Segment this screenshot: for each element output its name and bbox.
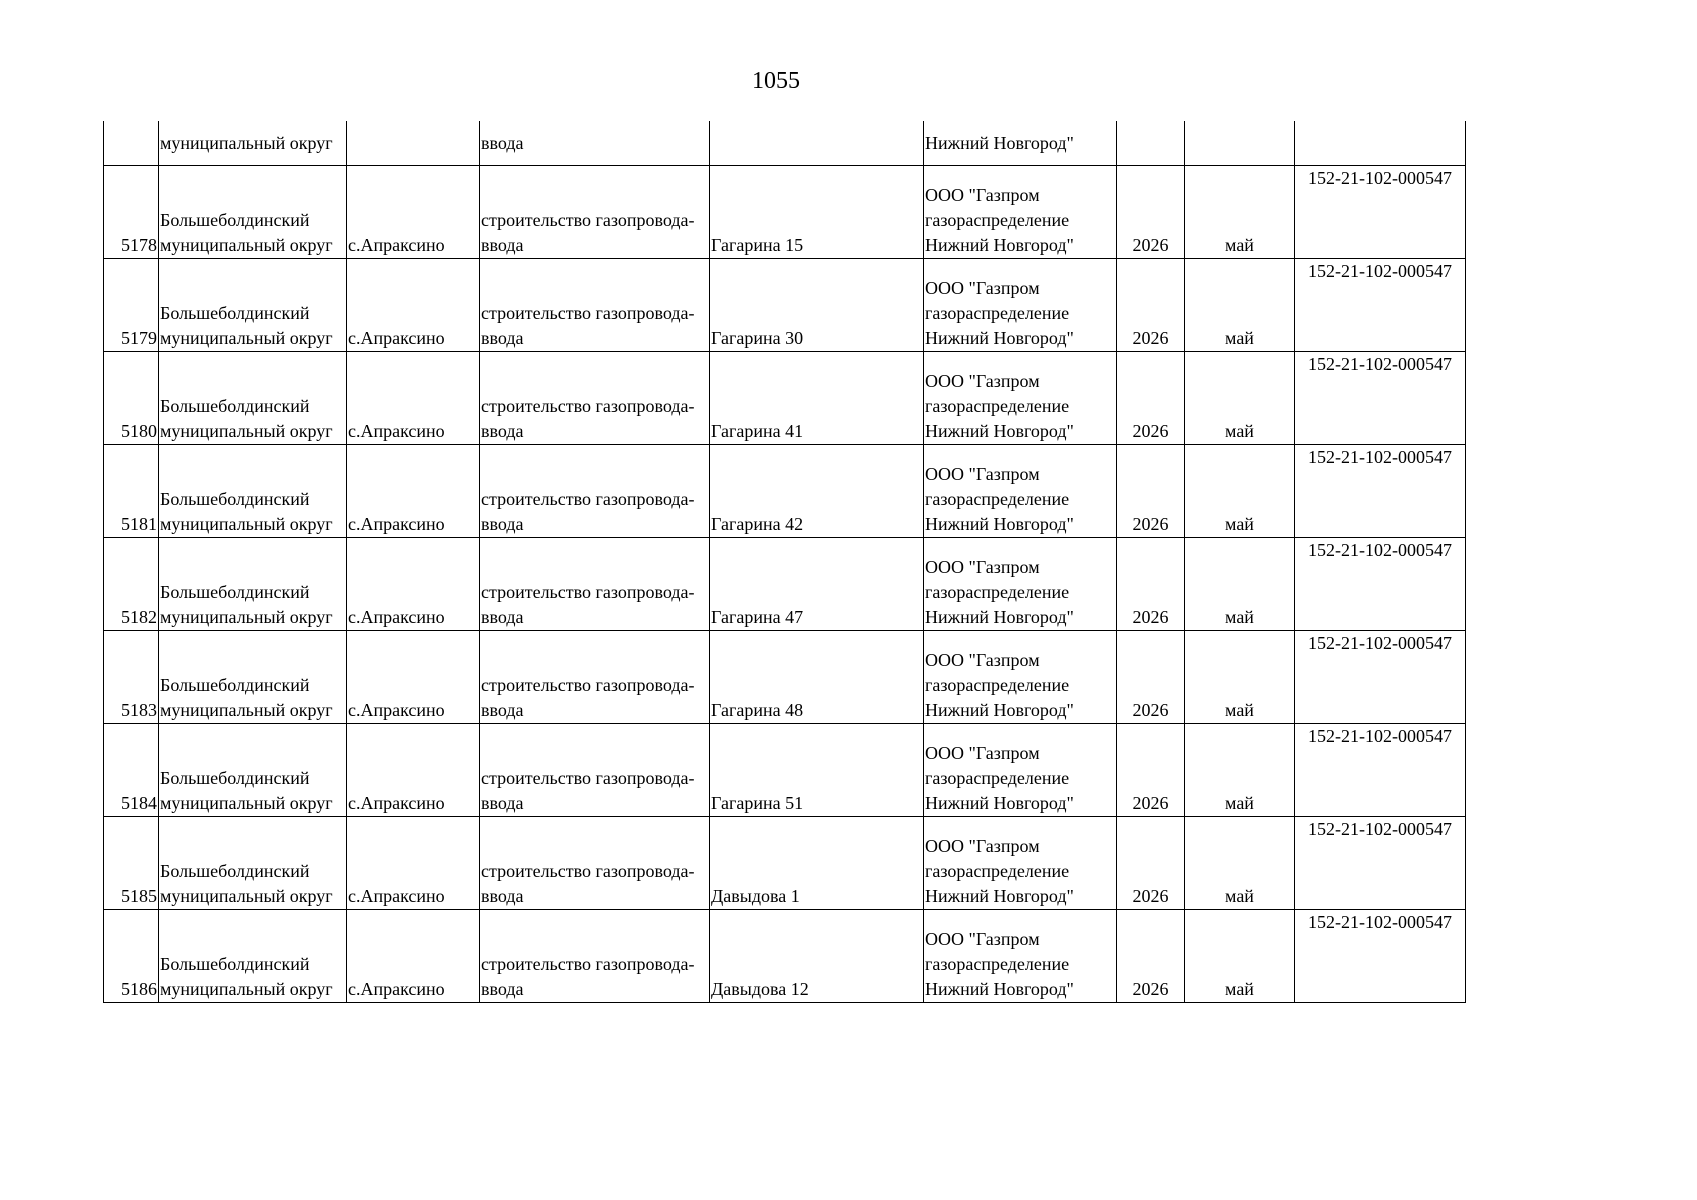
cell-district: муниципальный округ (159, 121, 347, 166)
row-number: 5185 (104, 817, 159, 910)
cell-month: май (1185, 259, 1295, 352)
cell-code (1295, 121, 1466, 166)
cell-owner: ООО "Газпром газораспределение Нижний Новгород" (924, 538, 1117, 631)
table-row (104, 817, 1466, 910)
cell-address (710, 121, 924, 166)
table-row (104, 631, 1466, 724)
cell-year: 2026 (1117, 352, 1185, 445)
cell-number (104, 121, 159, 166)
cell-work-type: строительство газопровода- ввода (480, 538, 710, 631)
cell-address: Гагарина 41 (710, 352, 924, 445)
row-number: 5181 (104, 445, 159, 538)
cell-code: 152-21-102-000547 (1295, 724, 1466, 817)
cell-month (1185, 121, 1295, 166)
cell-village: с.Апраксино (347, 538, 480, 631)
cell-district: Большеболдинский муниципальный округ (159, 724, 347, 817)
row-number: 5184 (104, 724, 159, 817)
cell-year: 2026 (1117, 166, 1185, 259)
cell-village (347, 121, 480, 166)
cell-code: 152-21-102-000547 (1295, 259, 1466, 352)
cell-month: май (1185, 817, 1295, 910)
cell-village: с.Апраксино (347, 445, 480, 538)
cell-work-type: строительство газопровода- ввода (480, 817, 710, 910)
cell-address: Давыдова 1 (710, 817, 924, 910)
cell-village: с.Апраксино (347, 910, 480, 1003)
cell-work-type: строительство газопровода- ввода (480, 631, 710, 724)
cell-address: Гагарина 42 (710, 445, 924, 538)
cell-owner: ООО "Газпром газораспределение Нижний Новгород" (924, 910, 1117, 1003)
cell-district: Большеболдинский муниципальный округ (159, 352, 347, 445)
cell-owner: ООО "Газпром газораспределение Нижний Новгород" (924, 259, 1117, 352)
cell-village: с.Апраксино (347, 259, 480, 352)
gas-pipeline-registry-table (103, 121, 1466, 1003)
cell-work-type: ввода (480, 121, 710, 166)
cell-owner: ООО "Газпром газораспределение Нижний Новгород" (924, 445, 1117, 538)
cell-district: Большеболдинский муниципальный округ (159, 166, 347, 259)
table-row (104, 445, 1466, 538)
cell-code: 152-21-102-000547 (1295, 538, 1466, 631)
row-number: 5182 (104, 538, 159, 631)
cell-owner: ООО "Газпром газораспределение Нижний Новгород" (924, 166, 1117, 259)
cell-district: Большеболдинский муниципальный округ (159, 910, 347, 1003)
cell-work-type: строительство газопровода- ввода (480, 910, 710, 1003)
row-number: 5179 (104, 259, 159, 352)
cell-district: Большеболдинский муниципальный округ (159, 538, 347, 631)
cell-month: май (1185, 724, 1295, 817)
cell-address: Гагарина 48 (710, 631, 924, 724)
cell-village: с.Апраксино (347, 352, 480, 445)
cell-code: 152-21-102-000547 (1295, 817, 1466, 910)
cell-owner: Нижний Новгород" (924, 121, 1117, 166)
row-number: 5183 (104, 631, 159, 724)
cell-district: Большеболдинский муниципальный округ (159, 259, 347, 352)
cell-year: 2026 (1117, 538, 1185, 631)
cell-month: май (1185, 538, 1295, 631)
cell-year: 2026 (1117, 445, 1185, 538)
cell-address: Гагарина 47 (710, 538, 924, 631)
cell-year: 2026 (1117, 259, 1185, 352)
table-row (104, 166, 1466, 259)
cell-work-type: строительство газопровода- ввода (480, 445, 710, 538)
cell-year (1117, 121, 1185, 166)
cell-village: с.Апраксино (347, 724, 480, 817)
cell-year: 2026 (1117, 910, 1185, 1003)
cell-address: Гагарина 15 (710, 166, 924, 259)
cell-month: май (1185, 631, 1295, 724)
cell-month: май (1185, 445, 1295, 538)
cell-month: май (1185, 352, 1295, 445)
cell-code: 152-21-102-000547 (1295, 631, 1466, 724)
cell-code: 152-21-102-000547 (1295, 445, 1466, 538)
cell-village: с.Апраксино (347, 631, 480, 724)
cell-work-type: строительство газопровода- ввода (480, 259, 710, 352)
cell-month: май (1185, 166, 1295, 259)
cell-year: 2026 (1117, 817, 1185, 910)
table-row (104, 538, 1466, 631)
table-row (104, 352, 1466, 445)
cell-owner: ООО "Газпром газораспределение Нижний Новгород" (924, 724, 1117, 817)
row-number: 5186 (104, 910, 159, 1003)
cell-owner: ООО "Газпром газораспределение Нижний Новгород" (924, 352, 1117, 445)
cell-address: Гагарина 30 (710, 259, 924, 352)
cell-owner: ООО "Газпром газораспределение Нижний Новгород" (924, 817, 1117, 910)
cell-district: Большеболдинский муниципальный округ (159, 817, 347, 910)
cell-address: Давыдова 12 (710, 910, 924, 1003)
cell-work-type: строительство газопровода- ввода (480, 352, 710, 445)
row-number: 5178 (104, 166, 159, 259)
cell-owner: ООО "Газпром газораспределение Нижний Новгород" (924, 631, 1117, 724)
continuation-row (104, 121, 1466, 166)
table-row (104, 910, 1466, 1003)
cell-work-type: строительство газопровода- ввода (480, 724, 710, 817)
table-row (104, 259, 1466, 352)
cell-district: Большеболдинский муниципальный округ (159, 445, 347, 538)
cell-code: 152-21-102-000547 (1295, 910, 1466, 1003)
table-row (104, 724, 1466, 817)
row-number: 5180 (104, 352, 159, 445)
page-number: 1055 (752, 68, 800, 94)
cell-address: Гагарина 51 (710, 724, 924, 817)
cell-year: 2026 (1117, 724, 1185, 817)
cell-village: с.Апраксино (347, 817, 480, 910)
cell-year: 2026 (1117, 631, 1185, 724)
cell-work-type: строительство газопровода- ввода (480, 166, 710, 259)
cell-district: Большеболдинский муниципальный округ (159, 631, 347, 724)
cell-village: с.Апраксино (347, 166, 480, 259)
cell-code: 152-21-102-000547 (1295, 352, 1466, 445)
cell-month: май (1185, 910, 1295, 1003)
cell-code: 152-21-102-000547 (1295, 166, 1466, 259)
